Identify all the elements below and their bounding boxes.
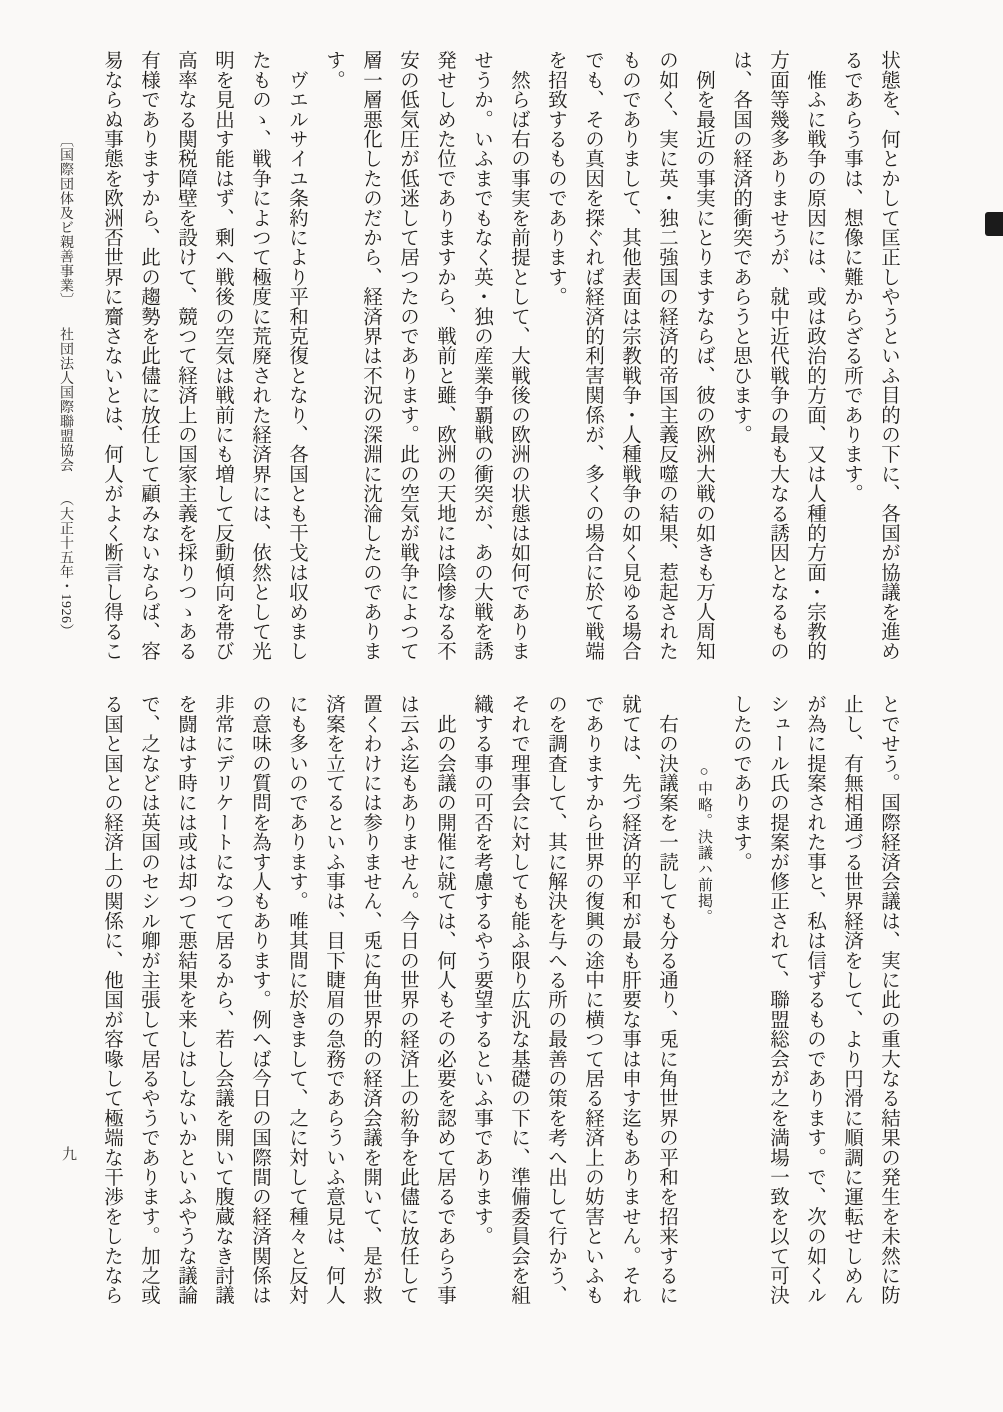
- text-column: にも多いのであります。唯其間に於きまして、之に対して種々と反対: [286, 694, 307, 1305]
- caption-year: （大正十五年・1926）: [58, 492, 73, 638]
- text-column: でありますから世界の復興の途中に横つて居る経済上の妨害といふも: [582, 694, 603, 1305]
- text-column: したのであります。: [730, 694, 751, 872]
- bottom-text-block: [93, 694, 907, 1312]
- text-column: 此の会議の開催に就ては、何人もその必要を認めて居るであらう事: [434, 694, 455, 1305]
- scan-mark: [985, 212, 1003, 236]
- text-column: 織する事の可否を考慮するやう要望するといふ事であります。: [471, 694, 492, 1246]
- text-column: す。: [323, 50, 344, 90]
- interlinear-note: ○中略。決議ハ前掲。: [696, 764, 712, 925]
- top-text-block: [93, 50, 907, 665]
- text-column: 例を最近の事実にとりますならば、彼の欧洲大戦の如きも万人周知: [693, 50, 714, 661]
- page-number: 九: [60, 1146, 76, 1161]
- text-column: シュール氏の提案が修正されて、聯盟総会が之を満場一致を以て可決: [767, 694, 788, 1305]
- text-column: 明を見出す能はず、剰へ戦後の空気は戦前にも増して反動傾向を帯び: [212, 50, 233, 661]
- text-column: 層一層悪化したのだから、経済界は不況の深淵に沈淪したのでありま: [360, 50, 381, 661]
- text-column: は、各国の経済的衝突であらうと思ひます。: [730, 50, 751, 444]
- text-column: とでせう。国際経済会議は、実に此の重大なる結果の発生を未然に防: [878, 694, 899, 1305]
- text-column: の意味の質問を為す人もあります。例へば今日の国際間の経済関係は: [249, 694, 270, 1305]
- text-column: ヴエルサイユ条約により平和克復となり、各国とも干戈は収めまし: [286, 50, 307, 661]
- text-column: 安の低気圧が低迷して居つたのであります。此の空気が戦争によつて: [397, 50, 418, 661]
- text-column: のを調査して、其に解決を与へる所の最善の策を考へ出して行かう、: [545, 694, 566, 1305]
- caption-category: 〔国際団体及ビ親善事業〕: [58, 133, 73, 307]
- text-column: を招致するものであります。: [545, 50, 566, 307]
- text-column: それで理事会に対しても能ふ限り広汎な基礎の下に、準備委員会を組: [508, 694, 529, 1305]
- text-column: 就ては、先づ経済的平和が最も肝要な事は申す迄もありません。それ: [619, 694, 640, 1305]
- text-column: せうか。いふまでもなく英・独の産業争覇戦の衝突が、あの大戦を誘: [471, 50, 492, 661]
- text-column: 済案を立てるといふ事は、目下睫眉の急務であらういふ意見は、何人: [323, 694, 344, 1305]
- text-column: 易ならぬ事態を欧洲否世界に齎さないとは、何人がよく断言し得るこ: [101, 50, 122, 661]
- text-column: 発せしめた位でありますから、戦前と雖、欧洲の天地には陰惨なる不: [434, 50, 455, 661]
- text-column: を闘はす時には或は却つて悪結果を来しはしないかといふやうな議論: [175, 694, 196, 1305]
- text-column: が為に提案された事と、私は信ずるものであります。で、次の如くル: [804, 694, 825, 1305]
- text-column: 惟ふに戦争の原因には、或は政治的方面、又は人種的方面・宗教的: [804, 50, 825, 661]
- text-column: るであらう事は、想像に難からざる所であります。: [841, 50, 862, 504]
- text-column: 高率なる関税障壁を設けて、競つて経済上の国家主義を採りつゝある: [175, 50, 196, 661]
- text-column: る国と国との経済上の関係に、他国が容喙して極端な干渉をしたなら: [101, 694, 122, 1305]
- text-column: たものゝ、戦争によつて極度に荒廃された経済界には、依然として光: [249, 50, 270, 661]
- caption-organization: 社団法人国際聯盟協会: [58, 327, 73, 472]
- text-column: 止し、有無相通づる世界経済をして、より円滑に順調に運転せしめん: [841, 694, 862, 1305]
- text-column: で、之などは英国のセシル卿が主張して居るやうであります。加之或: [138, 694, 159, 1305]
- text-column: は云ふ迄もありません。今日の世界の経済上の紛争を此儘に放任して: [397, 694, 418, 1305]
- margin-caption: [46, 133, 84, 693]
- text-column: 然らば右の事実を前提として、大戦後の欧洲の状態は如何でありま: [508, 50, 529, 661]
- text-column: でも、その真因を探ぐれば経済的利害関係が、多くの場合に於て戦端: [582, 50, 603, 661]
- text-column: の如く、実に英・独二強国の経済的帝国主義反噬の結果、惹起された: [656, 50, 677, 661]
- text-column: 右の決議案を一読しても分る通り、兎に角世界の平和を招来するに: [656, 694, 677, 1305]
- text-column: 有様でありますから、此の趨勢を此儘に放任して顧みないならば、容: [138, 50, 159, 661]
- text-column: 状態を、何とかして匡正しやうといふ目的の下に、各国が協議を進め: [878, 50, 899, 661]
- text-column: 置くわけには参りません、兎に角世界的の経済会議を開いて、是が救: [360, 694, 381, 1305]
- text-column: 非常にデリケートになつて居るから、若し会議を開いて腹蔵なき討議: [212, 694, 233, 1305]
- text-column: 方面等幾多ありませうが、就中近代戦争の最も大なる誘因となるもの: [767, 50, 788, 661]
- text-column: ものでありまして、其他表面は宗教戦争・人種戦争の如く見ゆる場合: [619, 50, 640, 661]
